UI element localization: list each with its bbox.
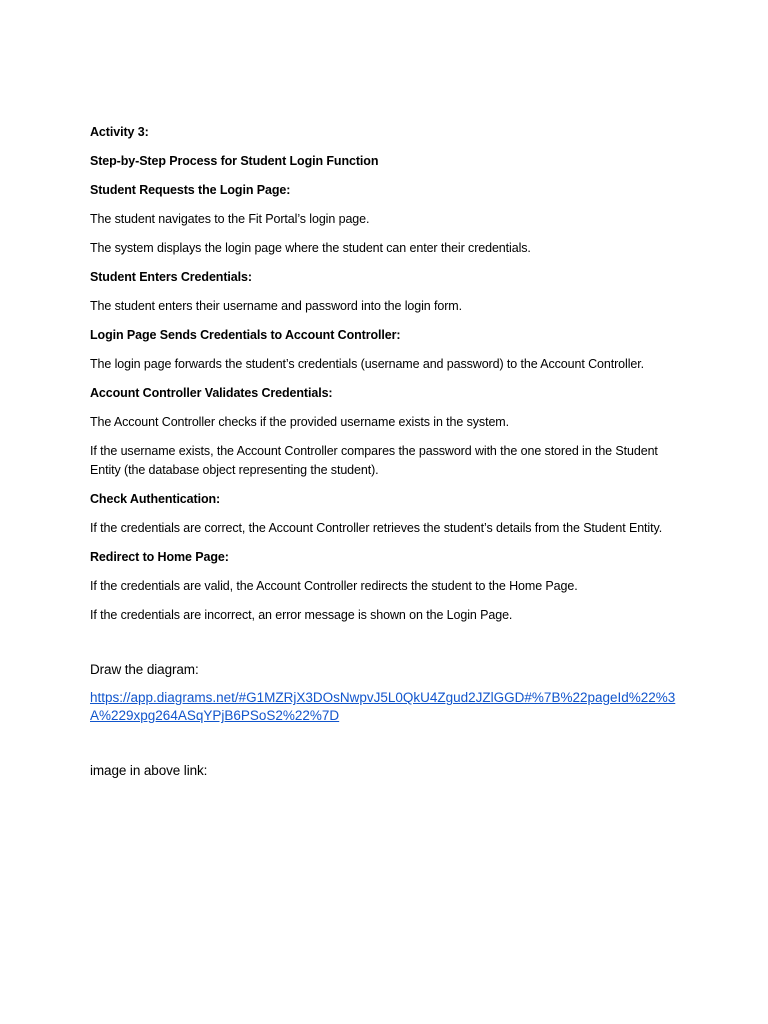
section-text: If the credentials are valid, the Account Controller redirects the student to the Home Page.: [90, 579, 578, 593]
section-heading-send-credentials: Login Page Sends Credentials to Account Controller:: [90, 328, 401, 342]
section-heading-check-authentication: Check Authentication:: [90, 492, 221, 506]
draw-diagram-label: Draw the diagram:: [90, 662, 199, 677]
activity-title: Activity 3:: [90, 125, 149, 139]
process-title: Step-by-Step Process for Student Login Function: [90, 154, 379, 168]
section-text: The system displays the login page where the student can enter their credentials.: [90, 241, 531, 255]
section-text: If the username exists, the Account Controller compares the password with the one stored in the Student Entity (the database object representing the student).: [90, 444, 658, 477]
section-heading-enter-credentials: Student Enters Credentials:: [90, 270, 252, 284]
diagram-link[interactable]: https://app.diagrams.net/#G1MZRjX3DOsNwpvJ5L0QkU4Zgud2JZlGGD#%7B%22pageId%22%3A%229xpg264ASqYPjB6PSoS2%22%7D: [90, 690, 676, 723]
section-text: The login page forwards the student’s credentials (username and password) to the Account Controller.: [90, 357, 644, 371]
section-text: If the credentials are incorrect, an error message is shown on the Login Page.: [90, 608, 513, 622]
section-text: The Account Controller checks if the provided username exists in the system.: [90, 415, 509, 429]
section-heading-validate-credentials: Account Controller Validates Credentials:: [90, 386, 333, 400]
document-content: [90, 123, 680, 790]
image-label: image in above link:: [90, 763, 208, 778]
section-text: The student navigates to the Fit Portal’s login page.: [90, 212, 370, 226]
section-text: If the credentials are correct, the Account Controller retrieves the student’s details from the Student Entity.: [90, 521, 663, 535]
section-heading-redirect-home: Redirect to Home Page:: [90, 550, 229, 564]
section-heading-login-request: Student Requests the Login Page:: [90, 183, 291, 197]
section-text: The student enters their username and password into the login form.: [90, 299, 462, 313]
